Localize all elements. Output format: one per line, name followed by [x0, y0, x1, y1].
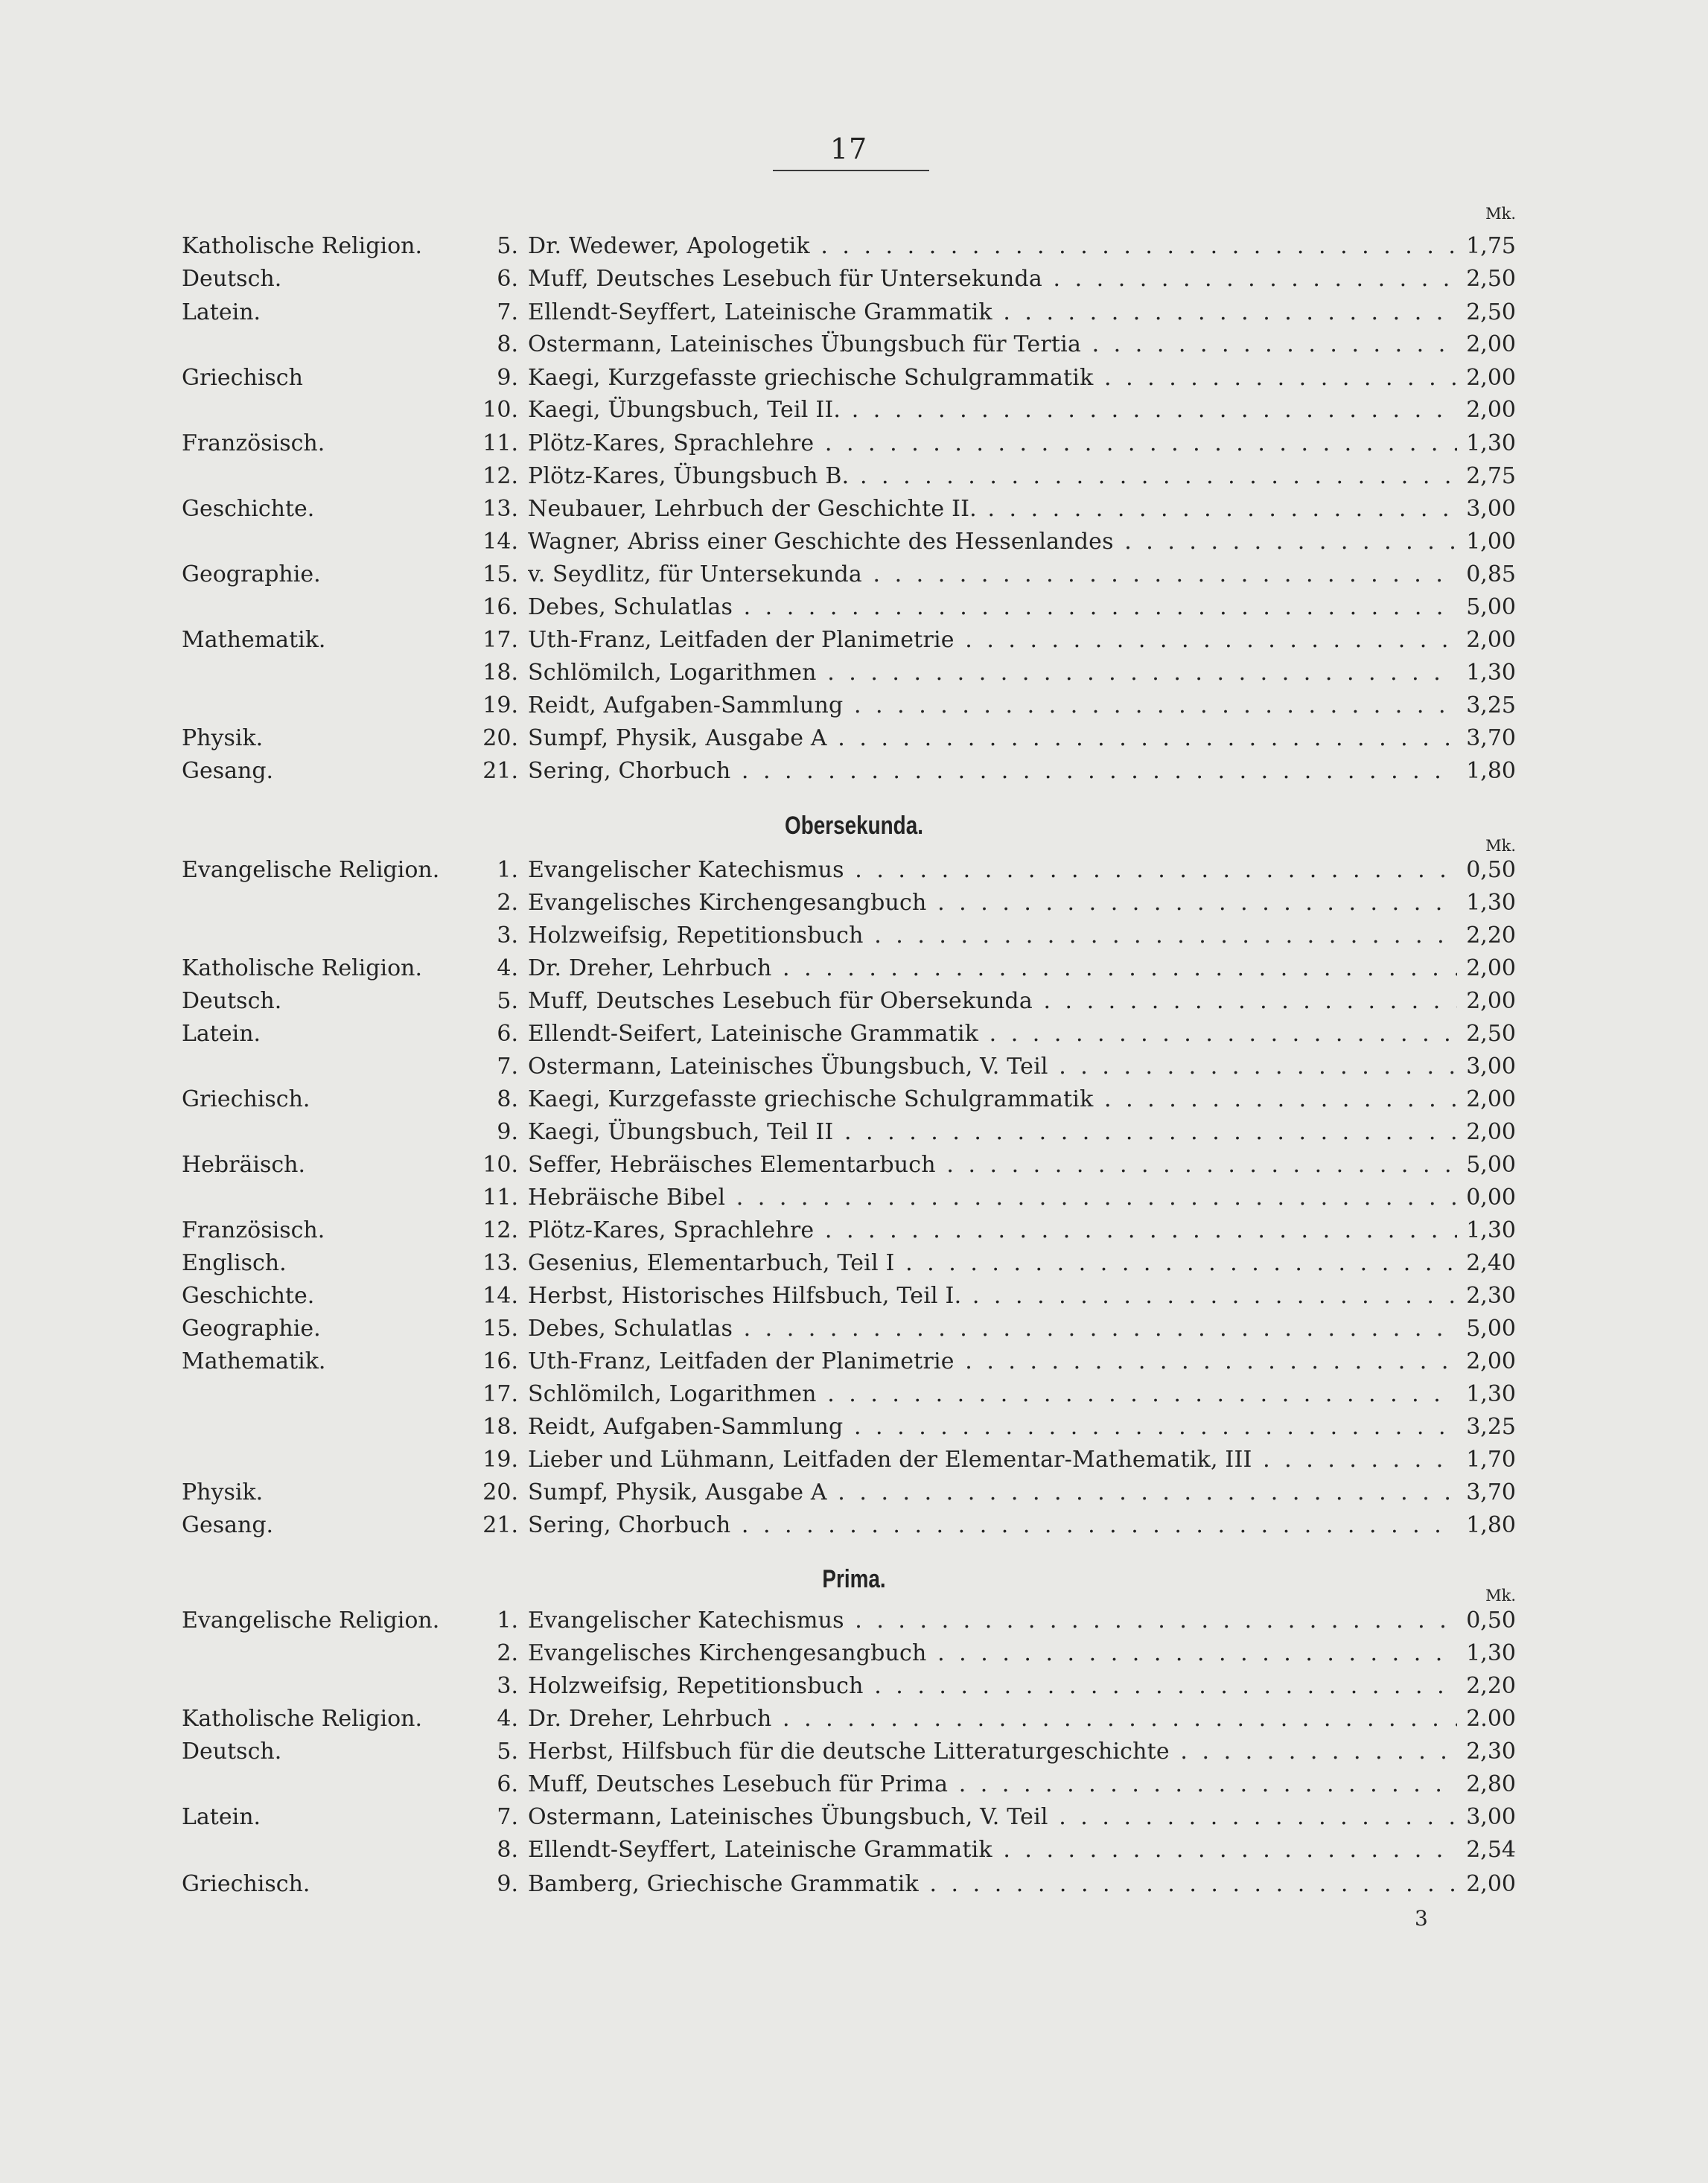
book-row	[0, 624, 1708, 657]
book-price: 1,80	[1466, 1512, 1516, 1538]
book-price: 0,50	[1466, 857, 1516, 883]
item-number: 11.	[482, 430, 518, 456]
book-price: 2,50	[1466, 299, 1516, 325]
subject-label: Englisch.	[182, 1250, 287, 1276]
book-price: 1,80	[1466, 758, 1516, 784]
book-title: Hebräische Bibel . . .	[528, 1182, 1457, 1214]
book-title: Plötz-Kares, Sprachlehre . . .	[528, 1214, 1457, 1247]
book-price: 2,30	[1466, 1283, 1516, 1309]
subject-label: Latein.	[182, 1021, 261, 1047]
item-number: 1.	[497, 1607, 518, 1634]
subject-label: Hebräisch.	[182, 1152, 305, 1178]
book-row	[0, 657, 1708, 689]
item-number: 8.	[497, 331, 518, 357]
book-title: Evangelischer Katechismus . . .	[528, 1604, 1457, 1637]
subject-label: Katholische Religion.	[182, 233, 422, 259]
book-price: 2,00	[1466, 955, 1516, 981]
book-price: 0,85	[1466, 561, 1516, 587]
book-price: 2,30	[1466, 1739, 1516, 1765]
book-price: 3,00	[1466, 1054, 1516, 1080]
book-price: 5,00	[1466, 1316, 1516, 1342]
book-title: Kaegi, Übungsbuch, Teil II. . . .	[528, 394, 1457, 427]
book-row	[0, 1083, 1708, 1116]
item-number: 12.	[482, 1217, 518, 1243]
item-number: 13.	[482, 496, 518, 522]
section-heading: Prima.	[822, 1565, 886, 1593]
book-price: 2,50	[1466, 1021, 1516, 1047]
subject-label: Gesang.	[182, 758, 274, 784]
subject-label: Physik.	[182, 725, 264, 751]
book-price: 5,00	[1466, 1152, 1516, 1178]
book-title: Neubauer, Lehrbuch der Geschichte II. . . .	[528, 493, 1457, 526]
item-number: 15.	[482, 561, 518, 587]
book-title: Ellendt-Seyffert, Lateinische Grammatik . . .	[528, 1834, 1457, 1867]
signature-mark: 3	[1415, 1906, 1428, 1931]
item-number: 5.	[497, 233, 518, 259]
book-row	[0, 1313, 1708, 1345]
book-price: 3,25	[1466, 1414, 1516, 1440]
item-number: 3.	[497, 1673, 518, 1699]
item-number: 9.	[497, 1119, 518, 1145]
book-row	[0, 362, 1708, 395]
book-price: 3,70	[1466, 1479, 1516, 1505]
book-row	[0, 493, 1708, 526]
book-row	[0, 1834, 1708, 1867]
book-row	[0, 296, 1708, 329]
subject-label: Latein.	[182, 299, 261, 325]
book-row	[0, 526, 1708, 558]
book-row	[0, 1247, 1708, 1280]
subject-label: Geschichte.	[182, 1283, 315, 1309]
book-price: 1,30	[1466, 1217, 1516, 1243]
item-number: 18.	[482, 660, 518, 686]
item-number: 3.	[497, 922, 518, 949]
subject-label: Geographie.	[182, 1316, 321, 1342]
book-row	[0, 1476, 1708, 1509]
book-row	[0, 1149, 1708, 1182]
item-number: 13.	[482, 1250, 518, 1276]
book-title: Holzweifsig, Repetitionsbuch . . .	[528, 1670, 1457, 1703]
subject-label: Französisch.	[182, 1217, 325, 1243]
item-number: 10.	[482, 397, 518, 423]
item-number: 7.	[497, 1804, 518, 1830]
book-price: 2,75	[1466, 463, 1516, 489]
book-title: Kaegi, Übungsbuch, Teil II . . .	[528, 1116, 1457, 1149]
subject-label: Physik.	[182, 1479, 264, 1505]
item-number: 4.	[497, 1706, 518, 1732]
item-number: 8.	[497, 1086, 518, 1112]
book-title: Reidt, Aufgaben-Sammlung . . .	[528, 1411, 1457, 1444]
book-row	[0, 952, 1708, 985]
book-title: Kaegi, Kurzgefasste griechische Schulgrammatik . . .	[528, 1083, 1457, 1116]
currency-unit-label: Mk.	[1485, 837, 1516, 855]
book-row	[0, 591, 1708, 624]
item-number: 11.	[482, 1185, 518, 1211]
book-row	[0, 1736, 1708, 1768]
book-row	[0, 689, 1708, 722]
subject-label: Griechisch.	[182, 1871, 310, 1897]
book-row	[0, 1509, 1708, 1542]
item-number: 14.	[482, 1283, 518, 1309]
book-row	[0, 854, 1708, 887]
book-row	[0, 1768, 1708, 1801]
item-number: 2.	[497, 1640, 518, 1666]
book-price: 2,20	[1466, 922, 1516, 949]
book-price: 1,30	[1466, 1640, 1516, 1666]
item-number: 7.	[497, 1054, 518, 1080]
item-number: 21.	[482, 1512, 518, 1538]
book-title: Seffer, Hebräisches Elementarbuch . . .	[528, 1149, 1457, 1182]
currency-unit-label: Mk.	[1485, 205, 1516, 223]
book-price: 3,00	[1466, 1804, 1516, 1830]
item-number: 19.	[482, 1447, 518, 1473]
book-row	[0, 722, 1708, 755]
book-title: Debes, Schulatlas . . .	[528, 1313, 1457, 1345]
item-number: 9.	[497, 365, 518, 391]
subject-label: Evangelische Religion.	[182, 1607, 440, 1634]
item-number: 7.	[497, 299, 518, 325]
book-title: Schlömilch, Logarithmen . . .	[528, 1378, 1457, 1411]
book-row	[0, 1345, 1708, 1378]
book-price: 2,00	[1466, 988, 1516, 1014]
book-price: 1,30	[1466, 890, 1516, 916]
subject-label: Mathematik.	[182, 1348, 326, 1374]
book-title: Uth-Franz, Leitfaden der Planimetrie . . .	[528, 624, 1457, 657]
subject-label: Katholische Religion.	[182, 955, 422, 981]
book-price: 1,30	[1466, 430, 1516, 456]
subject-label: Griechisch.	[182, 1086, 310, 1112]
book-price: 2,00	[1466, 1086, 1516, 1112]
book-title: Dr. Dreher, Lehrbuch . . .	[528, 1703, 1457, 1736]
book-row	[0, 985, 1708, 1018]
book-row	[0, 558, 1708, 591]
book-price: 0,50	[1466, 1607, 1516, 1634]
book-row	[0, 920, 1708, 952]
book-title: Evangelisches Kirchengesangbuch . . .	[528, 887, 1457, 920]
item-number: 15.	[482, 1316, 518, 1342]
book-title: v. Seydlitz, für Untersekunda . . .	[528, 558, 1457, 591]
book-title: Evangelisches Kirchengesangbuch . . .	[528, 1637, 1457, 1670]
book-row	[0, 1637, 1708, 1670]
item-number: 19.	[482, 692, 518, 718]
book-price: 2,00	[1466, 331, 1516, 357]
book-price: 2,54	[1466, 1837, 1516, 1863]
book-price: 2,80	[1466, 1771, 1516, 1797]
item-number: 17.	[482, 1381, 518, 1407]
book-price: 2,00	[1466, 397, 1516, 423]
book-price: 1,70	[1466, 1447, 1516, 1473]
book-row	[0, 1182, 1708, 1214]
subject-label: Geschichte.	[182, 496, 315, 522]
subject-label: Mathematik.	[182, 627, 326, 653]
book-title: Sering, Chorbuch . . .	[528, 1509, 1457, 1542]
page-number: 17	[829, 133, 868, 165]
book-row	[0, 1868, 1708, 1901]
book-price: 2,00	[1466, 1119, 1516, 1145]
item-number: 21.	[482, 758, 518, 784]
item-number: 4.	[497, 955, 518, 981]
book-title: Gesenius, Elementarbuch, Teil I . . .	[528, 1247, 1457, 1280]
item-number: 5.	[497, 988, 518, 1014]
book-price: 3,25	[1466, 692, 1516, 718]
item-number: 6.	[497, 1021, 518, 1047]
book-price: 1,75	[1466, 233, 1516, 259]
item-number: 18.	[482, 1414, 518, 1440]
book-title: Schlömilch, Logarithmen . . .	[528, 657, 1457, 689]
book-row	[0, 1444, 1708, 1476]
book-row	[0, 1604, 1708, 1637]
page-number-rule	[773, 170, 929, 171]
subject-label: Geographie.	[182, 561, 321, 587]
subject-label: Katholische Religion.	[182, 1706, 422, 1732]
book-title: Kaegi, Kurzgefasste griechische Schulgrammatik . . .	[528, 362, 1457, 395]
book-title: Reidt, Aufgaben-Sammlung . . .	[528, 689, 1457, 722]
book-row	[0, 1116, 1708, 1149]
book-row	[0, 1280, 1708, 1313]
book-row	[0, 1411, 1708, 1444]
book-price: 2,00	[1466, 627, 1516, 653]
book-row	[0, 1670, 1708, 1703]
book-row	[0, 1801, 1708, 1834]
book-price: 2,20	[1466, 1673, 1516, 1699]
book-price: 3,70	[1466, 725, 1516, 751]
subject-label: Griechisch	[182, 365, 303, 391]
item-number: 2.	[497, 890, 518, 916]
book-title: Plötz-Kares, Übungsbuch B. . . .	[528, 460, 1457, 493]
book-price: 1,30	[1466, 660, 1516, 686]
book-row	[0, 328, 1708, 361]
item-number: 5.	[497, 1739, 518, 1765]
book-title: Muff, Deutsches Lesebuch für Prima . . .	[528, 1768, 1457, 1801]
section-heading: Obersekunda.	[785, 812, 923, 840]
subject-label: Deutsch.	[182, 266, 282, 292]
item-number: 10.	[482, 1152, 518, 1178]
book-title: Sumpf, Physik, Ausgabe A . . .	[528, 1476, 1457, 1509]
book-title: Wagner, Abriss einer Geschichte des Hessenlandes . . .	[528, 526, 1457, 558]
subject-label: Gesang.	[182, 1512, 274, 1538]
book-price: 2,40	[1466, 1250, 1516, 1276]
book-row	[0, 1018, 1708, 1051]
currency-unit-label: Mk.	[1485, 1587, 1516, 1604]
subject-label: Französisch.	[182, 430, 325, 456]
book-price: 2,00	[1466, 365, 1516, 391]
book-row	[0, 1051, 1708, 1083]
book-title: Sumpf, Physik, Ausgabe A . . .	[528, 722, 1457, 755]
item-number: 16.	[482, 594, 518, 620]
item-number: 14.	[482, 529, 518, 555]
book-title: Ostermann, Lateinisches Übungsbuch für Tertia . . .	[528, 328, 1457, 361]
subject-label: Latein.	[182, 1804, 261, 1830]
book-row	[0, 230, 1708, 263]
item-number: 17.	[482, 627, 518, 653]
book-title: Lieber und Lühmann, Leitfaden der Elementar-Mathematik, III . . .	[528, 1444, 1457, 1476]
book-title: Herbst, Historisches Hilfsbuch, Teil I. . . .	[528, 1280, 1457, 1313]
item-number: 1.	[497, 857, 518, 883]
book-title: Holzweifsig, Repetitionsbuch . . .	[528, 920, 1457, 952]
book-title: Dr. Dreher, Lehrbuch . . .	[528, 952, 1457, 985]
item-number: 9.	[497, 1871, 518, 1897]
book-title: Evangelischer Katechismus . . .	[528, 854, 1457, 887]
subject-label: Deutsch.	[182, 988, 282, 1014]
book-title: Dr. Wedewer, Apologetik . . .	[528, 230, 1457, 263]
book-title: Sering, Chorbuch . . .	[528, 755, 1457, 788]
book-row	[0, 1378, 1708, 1411]
book-row	[0, 887, 1708, 920]
book-row	[0, 427, 1708, 460]
book-price: 5,00	[1466, 594, 1516, 620]
book-row	[0, 394, 1708, 427]
book-row	[0, 460, 1708, 493]
book-price: 1,00	[1466, 529, 1516, 555]
book-price: 0,00	[1466, 1185, 1516, 1211]
book-title: Herbst, Hilfsbuch für die deutsche Litteraturgeschichte . . .	[528, 1736, 1457, 1768]
item-number: 8.	[497, 1837, 518, 1863]
book-row	[0, 1703, 1708, 1736]
subject-label: Evangelische Religion.	[182, 857, 440, 883]
book-price: 1,30	[1466, 1381, 1516, 1407]
book-title: Ellendt-Seyffert, Lateinische Grammatik . . .	[528, 296, 1457, 329]
item-number: 16.	[482, 1348, 518, 1374]
book-title: Uth-Franz, Leitfaden der Planimetrie . . .	[528, 1345, 1457, 1378]
book-price: 2,00	[1466, 1348, 1516, 1374]
book-row	[0, 1214, 1708, 1247]
item-number: 20.	[482, 1479, 518, 1505]
book-title: Ellendt-Seifert, Lateinische Grammatik . . .	[528, 1018, 1457, 1051]
item-number: 12.	[482, 463, 518, 489]
book-price: 2.00	[1466, 1706, 1516, 1732]
item-number: 6.	[497, 266, 518, 292]
book-row	[0, 263, 1708, 296]
book-title: Bamberg, Griechische Grammatik . . .	[528, 1868, 1457, 1901]
book-row	[0, 755, 1708, 788]
book-price: 3,00	[1466, 496, 1516, 522]
subject-label: Deutsch.	[182, 1739, 282, 1765]
book-title: Muff, Deutsches Lesebuch für Obersekunda . . .	[528, 985, 1457, 1018]
book-title: Muff, Deutsches Lesebuch für Untersekunda . . .	[528, 263, 1457, 296]
book-title: Ostermann, Lateinisches Übungsbuch, V. Teil . . .	[528, 1051, 1457, 1083]
book-price: 2,00	[1466, 1871, 1516, 1897]
book-price: 2,50	[1466, 266, 1516, 292]
item-number: 6.	[497, 1771, 518, 1797]
book-title: Debes, Schulatlas . . .	[528, 591, 1457, 624]
book-title: Ostermann, Lateinisches Übungsbuch, V. Teil . . .	[528, 1801, 1457, 1834]
item-number: 20.	[482, 725, 518, 751]
book-title: Plötz-Kares, Sprachlehre . . .	[528, 427, 1457, 460]
